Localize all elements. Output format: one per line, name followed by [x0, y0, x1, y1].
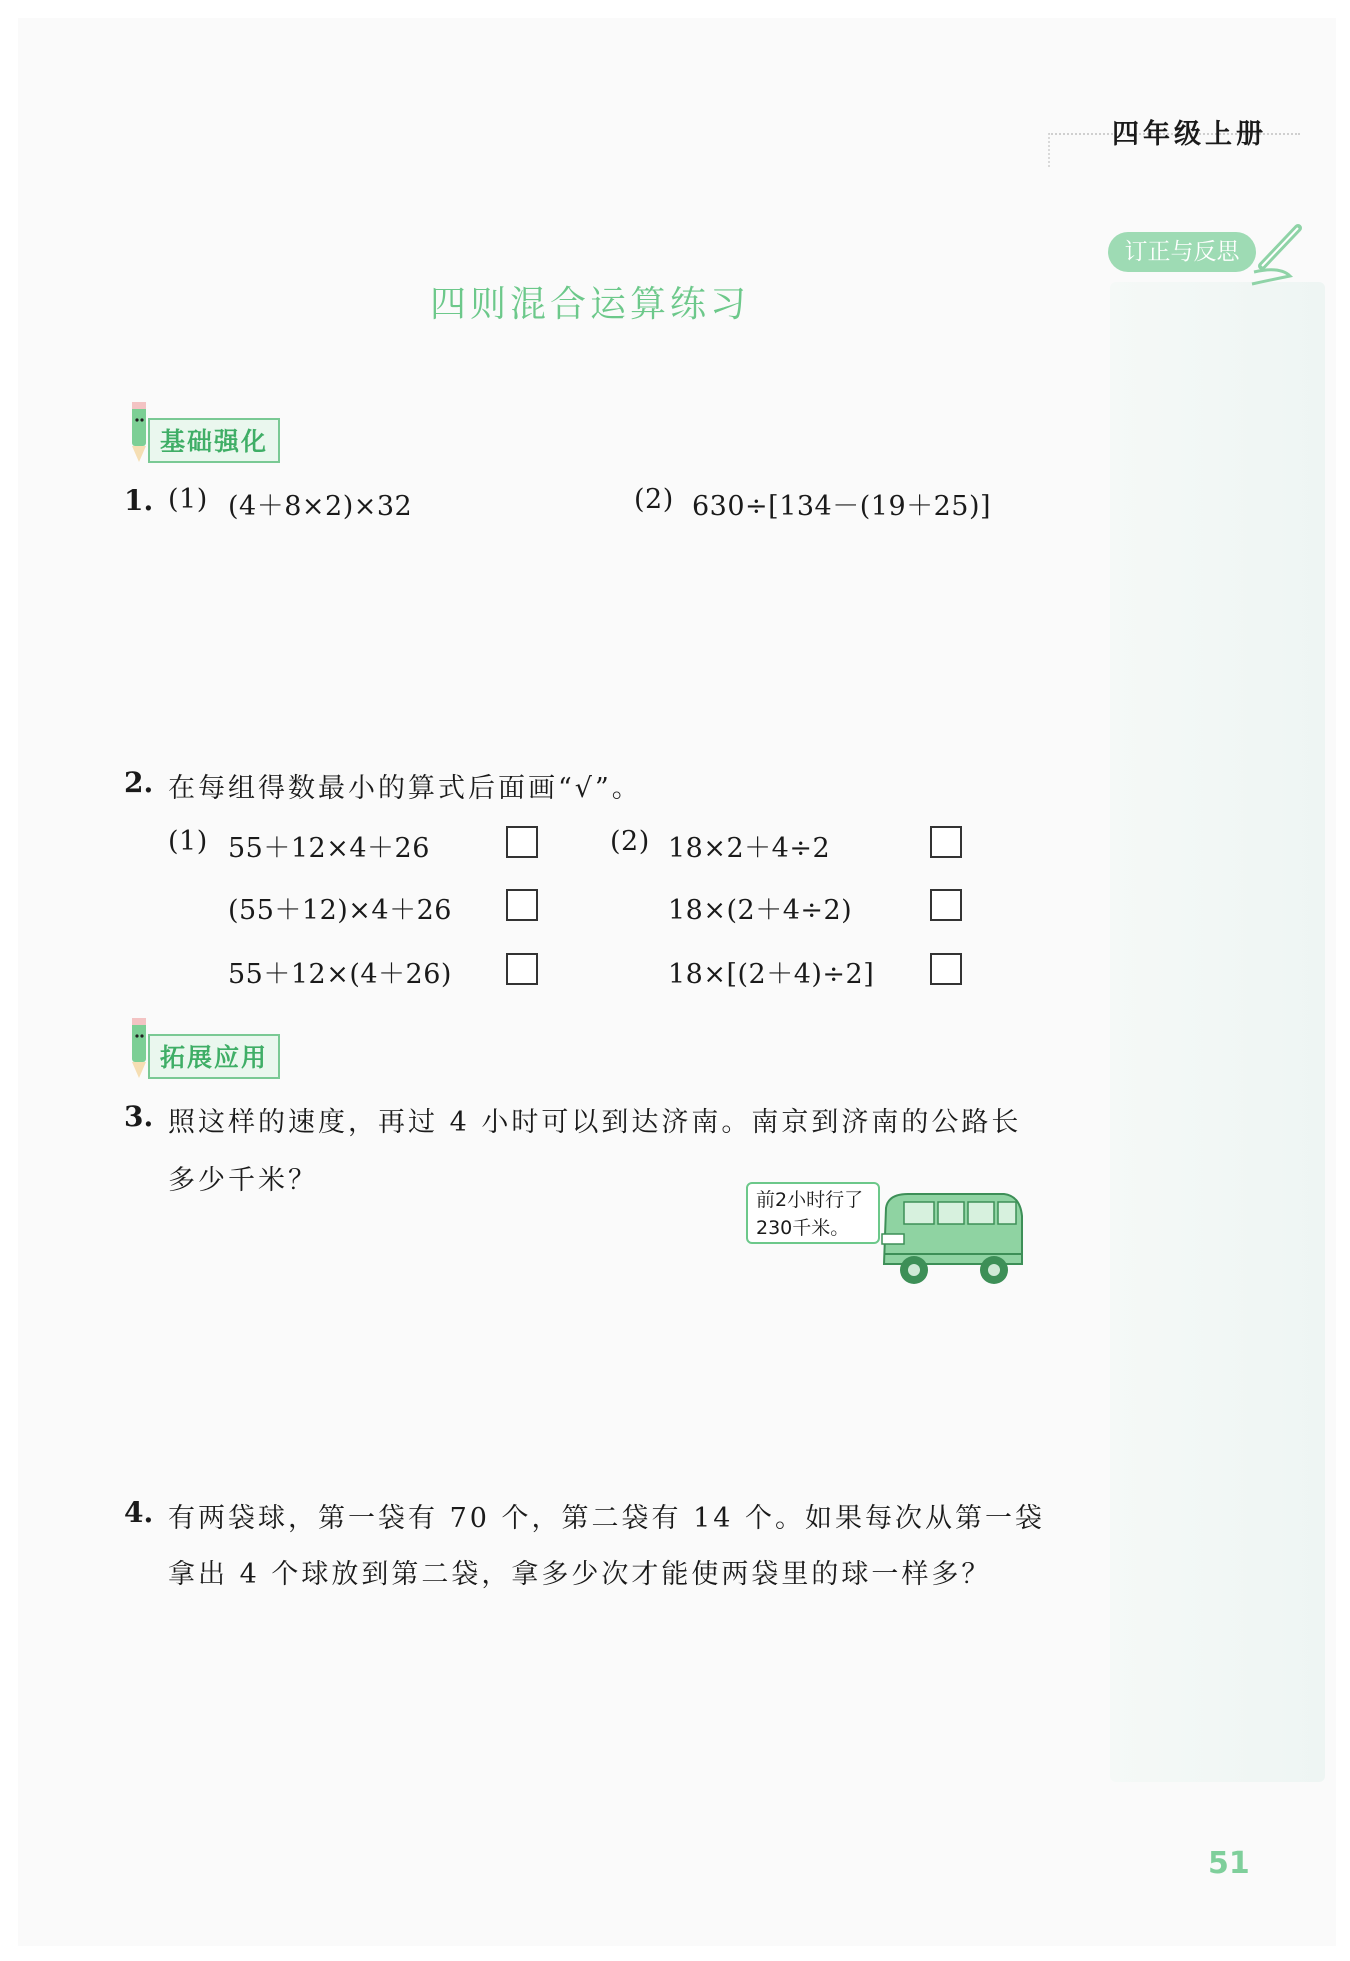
- q2-group-2-checkbox-1[interactable]: [930, 826, 962, 858]
- q2-group-1-expression-1: 55＋12×4＋26: [228, 833, 430, 864]
- minibus-icon: [876, 1188, 1028, 1292]
- q2-group-2-expression-2: 18×(2＋4÷2): [668, 895, 853, 926]
- pen-icon: [1250, 222, 1310, 292]
- question-4-line-2: 拿出 4 个球放到第二袋，拿多少次才能使两袋里的球一样多？: [168, 1559, 992, 1590]
- speech-bubble: [746, 1182, 880, 1244]
- q2-group-2-label: (2): [610, 826, 650, 857]
- q2-group-2-expression-1: 18×2＋4÷2: [668, 833, 831, 864]
- q1-item-1-expression: (4＋8×2)×32: [228, 491, 413, 522]
- q2-group-1-expression-3: 55＋12×(4＋26): [228, 959, 452, 990]
- q2-group-2-expression-3: 18×[(2＋4)÷2]: [668, 959, 875, 990]
- speech-bubble-line-2: 230千米。: [756, 1217, 850, 1239]
- page-number: 51: [1208, 1846, 1250, 1881]
- question-1-number: 1.: [124, 484, 154, 517]
- speech-bubble-line-1: 前2小时行了: [756, 1189, 864, 1211]
- question-2-number: 2.: [124, 766, 154, 799]
- q2-group-2-checkbox-2[interactable]: [930, 889, 962, 921]
- q2-group-2-checkbox-3[interactable]: [930, 953, 962, 985]
- question-4-number: 4.: [124, 1496, 154, 1529]
- q2-group-1-checkbox-1[interactable]: [506, 826, 538, 858]
- q1-item-2-label: (2): [634, 484, 674, 515]
- q2-group-1-label: (1): [168, 826, 208, 857]
- page-title: 四则混合运算练习: [429, 284, 750, 325]
- corrections-sidebar: [1110, 282, 1325, 1782]
- question-3-number: 3.: [124, 1100, 154, 1133]
- grade-label: 四年级上册: [1112, 119, 1267, 150]
- section-basic-tag: 基础强化: [148, 418, 280, 463]
- q1-item-2-expression: 630÷[134－(19＋25)]: [692, 491, 992, 522]
- q2-group-1-expression-2: (55＋12)×4＋26: [228, 895, 452, 926]
- section-extended-tag: 拓展应用: [148, 1034, 280, 1079]
- question-3-line-1: 照这样的速度，再过 4 小时可以到达济南。南京到济南的公路长: [168, 1107, 1022, 1138]
- question-4-line-1: 有两袋球，第一袋有 70 个，第二袋有 14 个。如果每次从第一袋: [168, 1503, 1046, 1534]
- q2-group-1-checkbox-2[interactable]: [506, 889, 538, 921]
- question-3-line-2: 多少千米？: [168, 1165, 318, 1196]
- q2-group-1-checkbox-3[interactable]: [506, 953, 538, 985]
- corrections-badge: 订正与反思: [1108, 232, 1256, 272]
- q1-item-1-label: (1): [168, 484, 208, 515]
- question-2-text: 在每组得数最小的算式后面画“√”。: [168, 773, 642, 804]
